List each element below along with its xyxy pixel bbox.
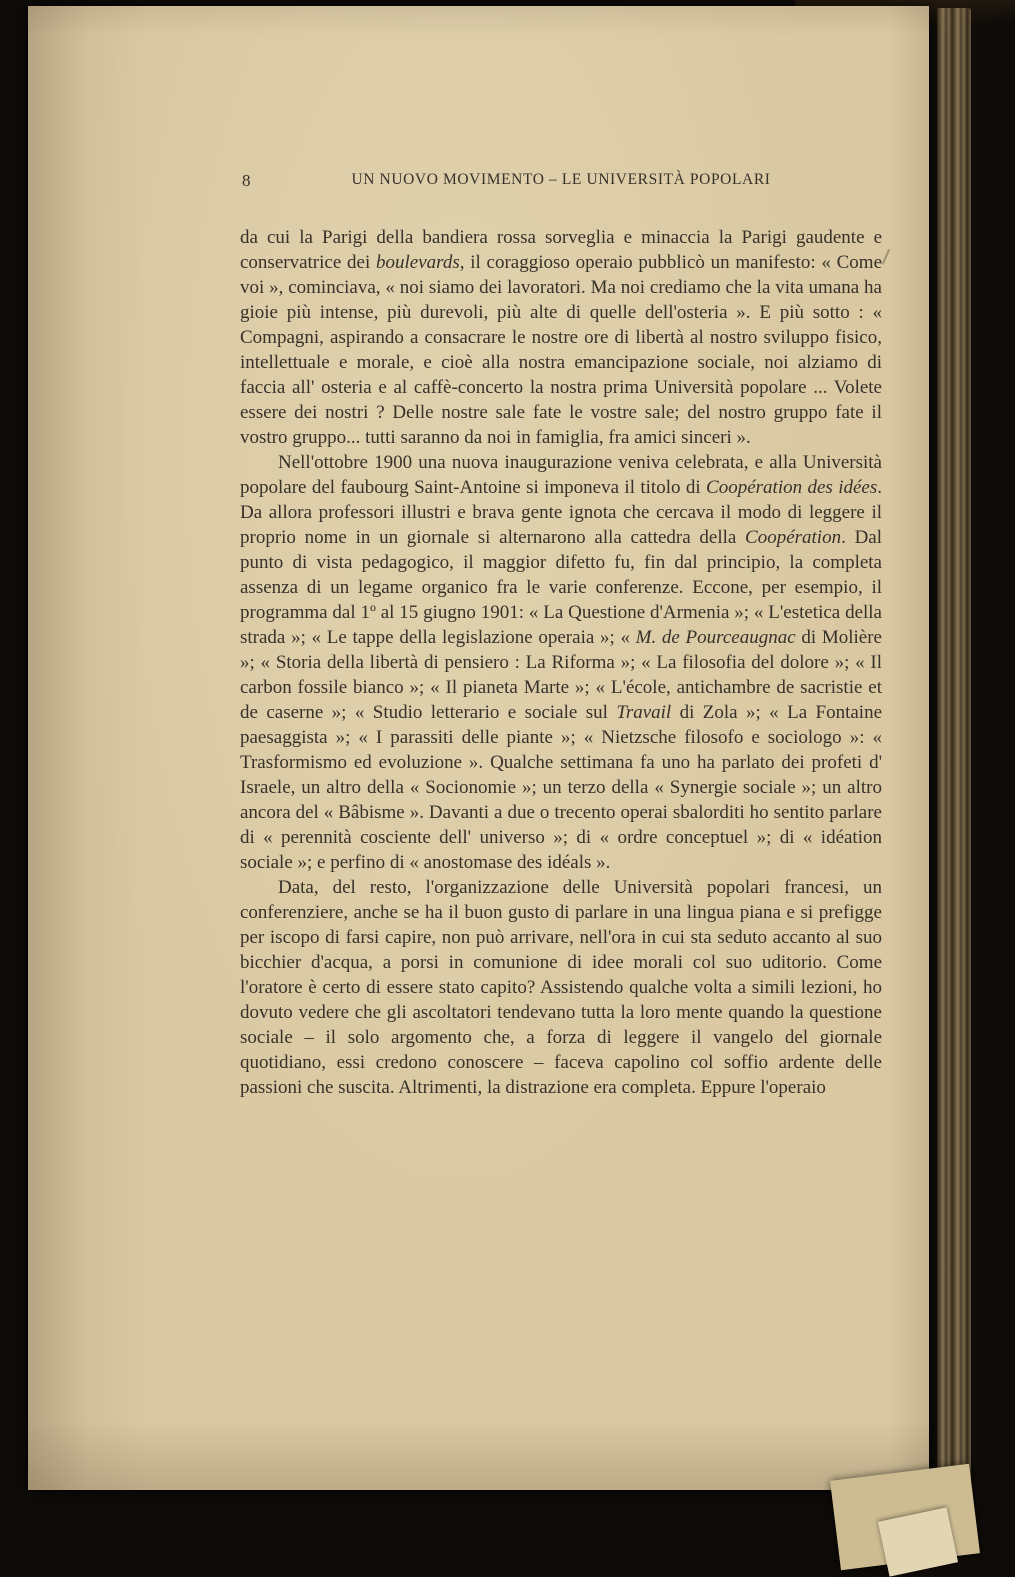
page-text <box>240 225 882 1100</box>
paragraph: Data, del resto, l'organizzazione delle Università popolari francesi, un conferenziere, anche se ha il buon gusto di parlare in una lingua piana e si prefigge per iscopo di farsi capire, non può arrivare, nell'ora in cui sta seduto accanto al suo bicchier d'acqua, a porsi in comunione di idee morali col suo uditorio. Come l'oratore è certo di essere stato capito? Assistendo qualche volta a simili lezioni, ho dovuto vedere che gli ascoltatori tendevano tutta la loro mente quando la questione sociale – il solo argomento che, a forza di leggere il vangelo del giornale quotidiano, essi credono conoscere – faceva capolino col soffio ardente delle passioni che suscita. Altrimenti, la distrazione era completa. Eppure l'operaio <box>240 877 882 1098</box>
page-number: 8 <box>242 171 251 190</box>
paragraph: Nell'ottobre 1900 una nuova inaugurazione veniva celebrata, e alla Università popolare del faubourg Saint-Antoine si imponeva il titolo di Coopération des idées. Da allora professori illustri e brava gente ignota che cercava il modo di leggere il proprio nome in un giornale si alternarono alla cattedra della Coopération. Dal punto di vista pedagogico, il maggior difetto fu, fin dal principio, la completa assenza di un legame organico fra le varie conferenze. Eccone, per esempio, il programma dal 1º al 15 giugno 1901: « La Questione d'Armenia »; « L'estetica della strada »; « Le tappe della legislazione operaia »; « M. de Pourceaugnac di Molière »; « Storia della libertà di pensiero : La Riforma »; « La filosofia del dolore »; « Il carbon fossile bianco »; « Il pianeta Marte »; « L'école, antichambre de sacristie et de caserne »; « Studio letterario e sociale sul Travail di Zola »; « La Fontaine paesaggista »; « I parassiti delle piante »; « Nietzsche filosofo e sociologo »: « Trasformismo ed evoluzione ». Qualche settimana fa uno ha parlato dei profeti d' Israele, un altro della « Socionomie »; un terzo della « Synergie sociale »; un altro ancora del « Bâbisme ». Davanti a due o trecento operai sbalorditi ho sentito parlare di « perennità cosciente dell' universo »; di « ordre conceptuel »; di « idéation sociale »; e perfino di « anostomase des idéals ». <box>240 452 883 873</box>
book-page-edges <box>937 8 971 1494</box>
paragraph: da cui la Parigi della bandiera rossa sorveglia e minaccia la Parigi gaudente e conservatrice dei boulevards, il coraggioso operaio pubblicò un manifesto: « Come voi », cominciava, « noi siamo dei lavoratori. Ma noi crediamo che la vita umana ha gioie più intense, più durevoli, più alte di quelle dell'osteria ». E più sotto : « Compagni, aspirando a consacrare le nostre ore di libertà al nostro sviluppo fisico, intellettuale e morale, e cioè alla nostra emancipazione sociale, noi alziamo di faccia all' osteria e al caffè-concerto la nostra prima Università popolare ... Volete essere dei nostri ? Delle nostre sale fate le vostre sale; del nostro gruppo fate il vostro gruppo... tutti saranno da noi in famiglia, fra amici sinceri ». <box>240 227 882 448</box>
page-header <box>240 171 882 193</box>
running-header: UN NUOVO MOVIMENTO – LE UNIVERSITÀ POPOLARI <box>351 171 771 188</box>
book-page <box>28 6 929 1490</box>
page-content-area <box>28 6 929 1490</box>
